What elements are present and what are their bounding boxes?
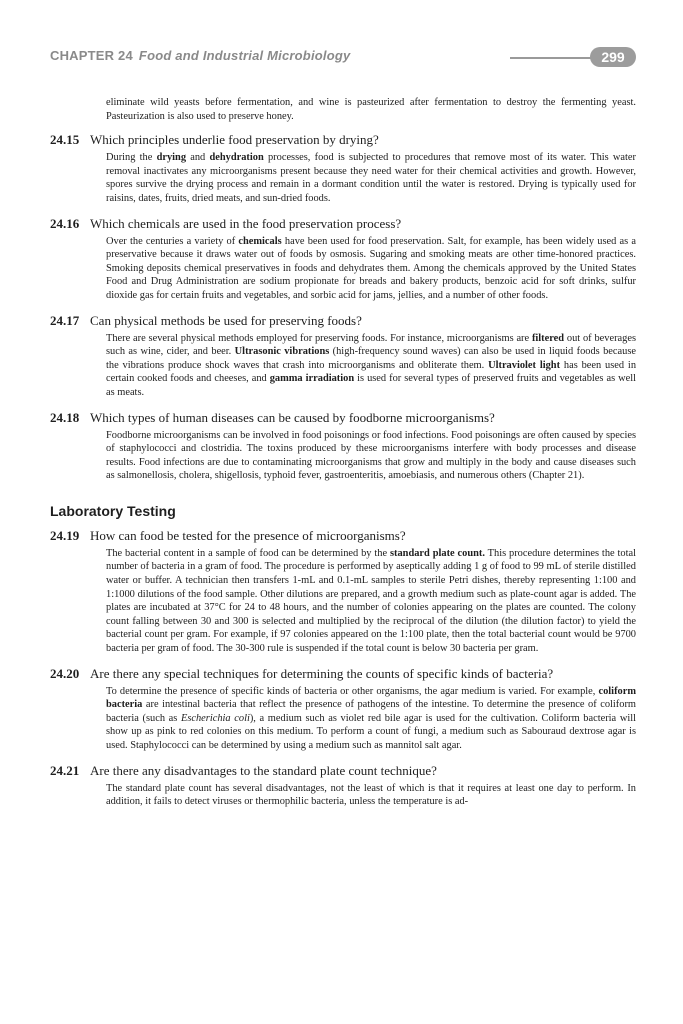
answer-text: This procedure determines the total number of bacteria in a gram of food. The procedure is performed by aseptically adding 1 g of food to 99 mL of sterile distilled water or buffer. A technician then transfers 1-mL and 0.1-mL samples to sterile Petri dishes, thereby representing 1:100 and 1:1000 dilutions of the food sample. Other dilutions are prepared, and a growth medium such as plate-count agar is added. The plates are incubated at 37°C for 24 to 48 hours, and the number of colonies appearing on the plates are counted. The colony count falling between 30 and 300 is selected and multiplied by the reciprocal of the dilution (the dilution factor) to yield the bacterial count per gram. For example, if 97 colonies appeared on the 1:100 plate, then the total bacterial count would be 9700 bacteria per gram of food. The 30-300 rule is suspended if the total count is below 30 bacteria per gram. [106,547,636,655]
qa-block-24-15 [50,132,636,205]
question-number: 24.19 [50,527,80,543]
answer-term: coliform bacteria [106,685,636,711]
header-rule [510,57,592,59]
answer-paragraph [106,547,636,656]
answer-term: Ultrasonic vibrations [234,346,330,358]
question-text: Are there any disadvantages to the standard plate count technique? [90,762,437,778]
question [50,132,636,148]
answer-paragraph [106,685,636,753]
answer-text: There are several physical methods employed for preserving foods. For instance, microorganisms are [106,332,532,344]
answer-text: Over the centuries a variety of [106,235,239,247]
qa-block-24-20 [50,666,636,753]
question-number: 24.20 [50,665,80,681]
answer-paragraph [106,151,636,205]
question [50,528,636,544]
chapter-heading [50,48,350,63]
qa-block-24-21 [50,763,636,809]
answer-text: have been used for food preservation. Salt, for example, has been widely used as a preservative because it draws water out of foods by osmosis. Sugaring and smoking meats are other time-honored practices. Smoking deposits chemical preservatives in foods and dehydrates them. Among the chemicals approved by the United States Food and Drug Administration are sodium propionate for breads and bakery products, benzoic acid for soft drinks, sulfur dioxide gas for certain fruits and vegetables, and sorbic acid for jams, jellies, and a number of other foods. [106,235,636,301]
answer-text: The bacterial content in a sample of food can be determined by the [106,547,390,559]
question [50,216,636,232]
question [50,313,636,329]
answer-term: dehydration [209,152,264,164]
question-number: 24.18 [50,409,80,425]
question [50,666,636,682]
page-body [50,96,636,809]
answer-text: To determine the presence of specific kinds of bacteria or other organisms, the agar medium is varied. For example, [106,685,599,697]
qa-block-24-19 [50,528,636,656]
question-text: Which principles underlie food preservation by drying? [90,132,379,148]
question-number: 24.16 [50,215,80,231]
answer-term: chemicals [238,235,282,247]
question [50,410,636,426]
chapter-title: Food and Industrial Microbiology [138,48,351,63]
question [50,763,636,779]
question-number: 24.17 [50,312,80,328]
intro-paragraph: eliminate wild yeasts before fermentation, and wine is pasteurized after fermentation to destroy the fermenting yeast. Pasteurization is also used to preserve honey. [106,97,636,122]
answer-paragraph: The standard plate count has several disadvantages, not the least of which is that it requires at least one day to perform. In addition, it fails to detect viruses or thermophilic bacteria, unless the temperature is ad- [106,782,636,808]
qa-block-24-18 [50,410,636,483]
answer-term: gamma irradiation [269,373,355,385]
answer-text: are intestinal bacteria that reflect the presence of pathogens of the intestine. To determine the presence of coliform bacteria (such as [106,699,636,724]
qa-block-24-17 [50,313,636,400]
answer-term: Ultraviolet light [488,359,561,371]
answer-text: processes, food is subjected to procedures that remove most of its water. This water removal inactivates any microorganisms present because they need water for their chemical activities and growth. However, spores survive the drying process and remain in a dormant condition until the water is restored. Drying is typically used for raisins, dates, fruits, dried meats, and sun-dried foods. [106,152,637,204]
answer-text: is used for several types of preserved fruits and vegetables as well as meats. [106,373,637,398]
answer-term: standard plate count. [389,547,485,559]
answer-text: During the [106,152,157,164]
page-number-badge: 299 [590,47,636,67]
question-number: 24.21 [50,762,80,778]
answer-term: filtered [531,332,565,344]
answer-paragraph [106,235,636,303]
answer-text: has been used in certain cooked foods and cheeses, and [106,359,637,385]
answer-term: drying [156,152,187,164]
answer-paragraph [106,332,636,400]
running-header [50,48,636,68]
question-text: Which types of human diseases can be caused by foodborne microorganisms? [90,409,495,425]
chapter-label: CHAPTER 24 [50,48,133,63]
question-text: Can physical methods be used for preserving foods? [90,312,362,328]
qa-block-24-16 [50,216,636,303]
section-heading: Laboratory Testing [50,502,176,519]
answer-text: and [186,152,210,164]
answer-text: (high-frequency sound waves) can also be used in liquid foods because the vibrations produce shock waves that crash into microorganisms and obliterate them. [106,346,636,371]
question-text: How can food be tested for the presence of microorganisms? [90,527,406,543]
species-name: Escherichia coli [180,712,250,724]
answer-paragraph: Foodborne microorganisms can be involved in food poisonings or food infections. Food poisonings are often caused by species of staphylococci and clostridia. The toxins produced by these microorganisms interfere with body processes and disease results. Food infections are due to contaminating microorganisms that grow and multiply in the body and cause diseases such as salmonellosis, cholera, shigellosis, typhoid fever, gastroenteritis, amoebiasis, and numerous others (Chapter 21). [106,429,636,482]
question-text: Which chemicals are used in the food preservation process? [90,215,402,231]
answer-text: out of beverages such as wine, cider, and beer. [106,332,637,358]
question-text: Are there any special techniques for determining the counts of specific kinds of bacteria? [90,665,554,681]
question-number: 24.15 [50,132,80,148]
answer-text: ), a medium such as violet red bile agar is used for the cultivation. Coliform bacteria will show up as pink to red colonies on this medium. To perform a count of fungi, a medium such as Sabouraud dextrose agar is used. Staphylococci can be determined by using a medium such as mannitol salt agar. [106,712,636,751]
